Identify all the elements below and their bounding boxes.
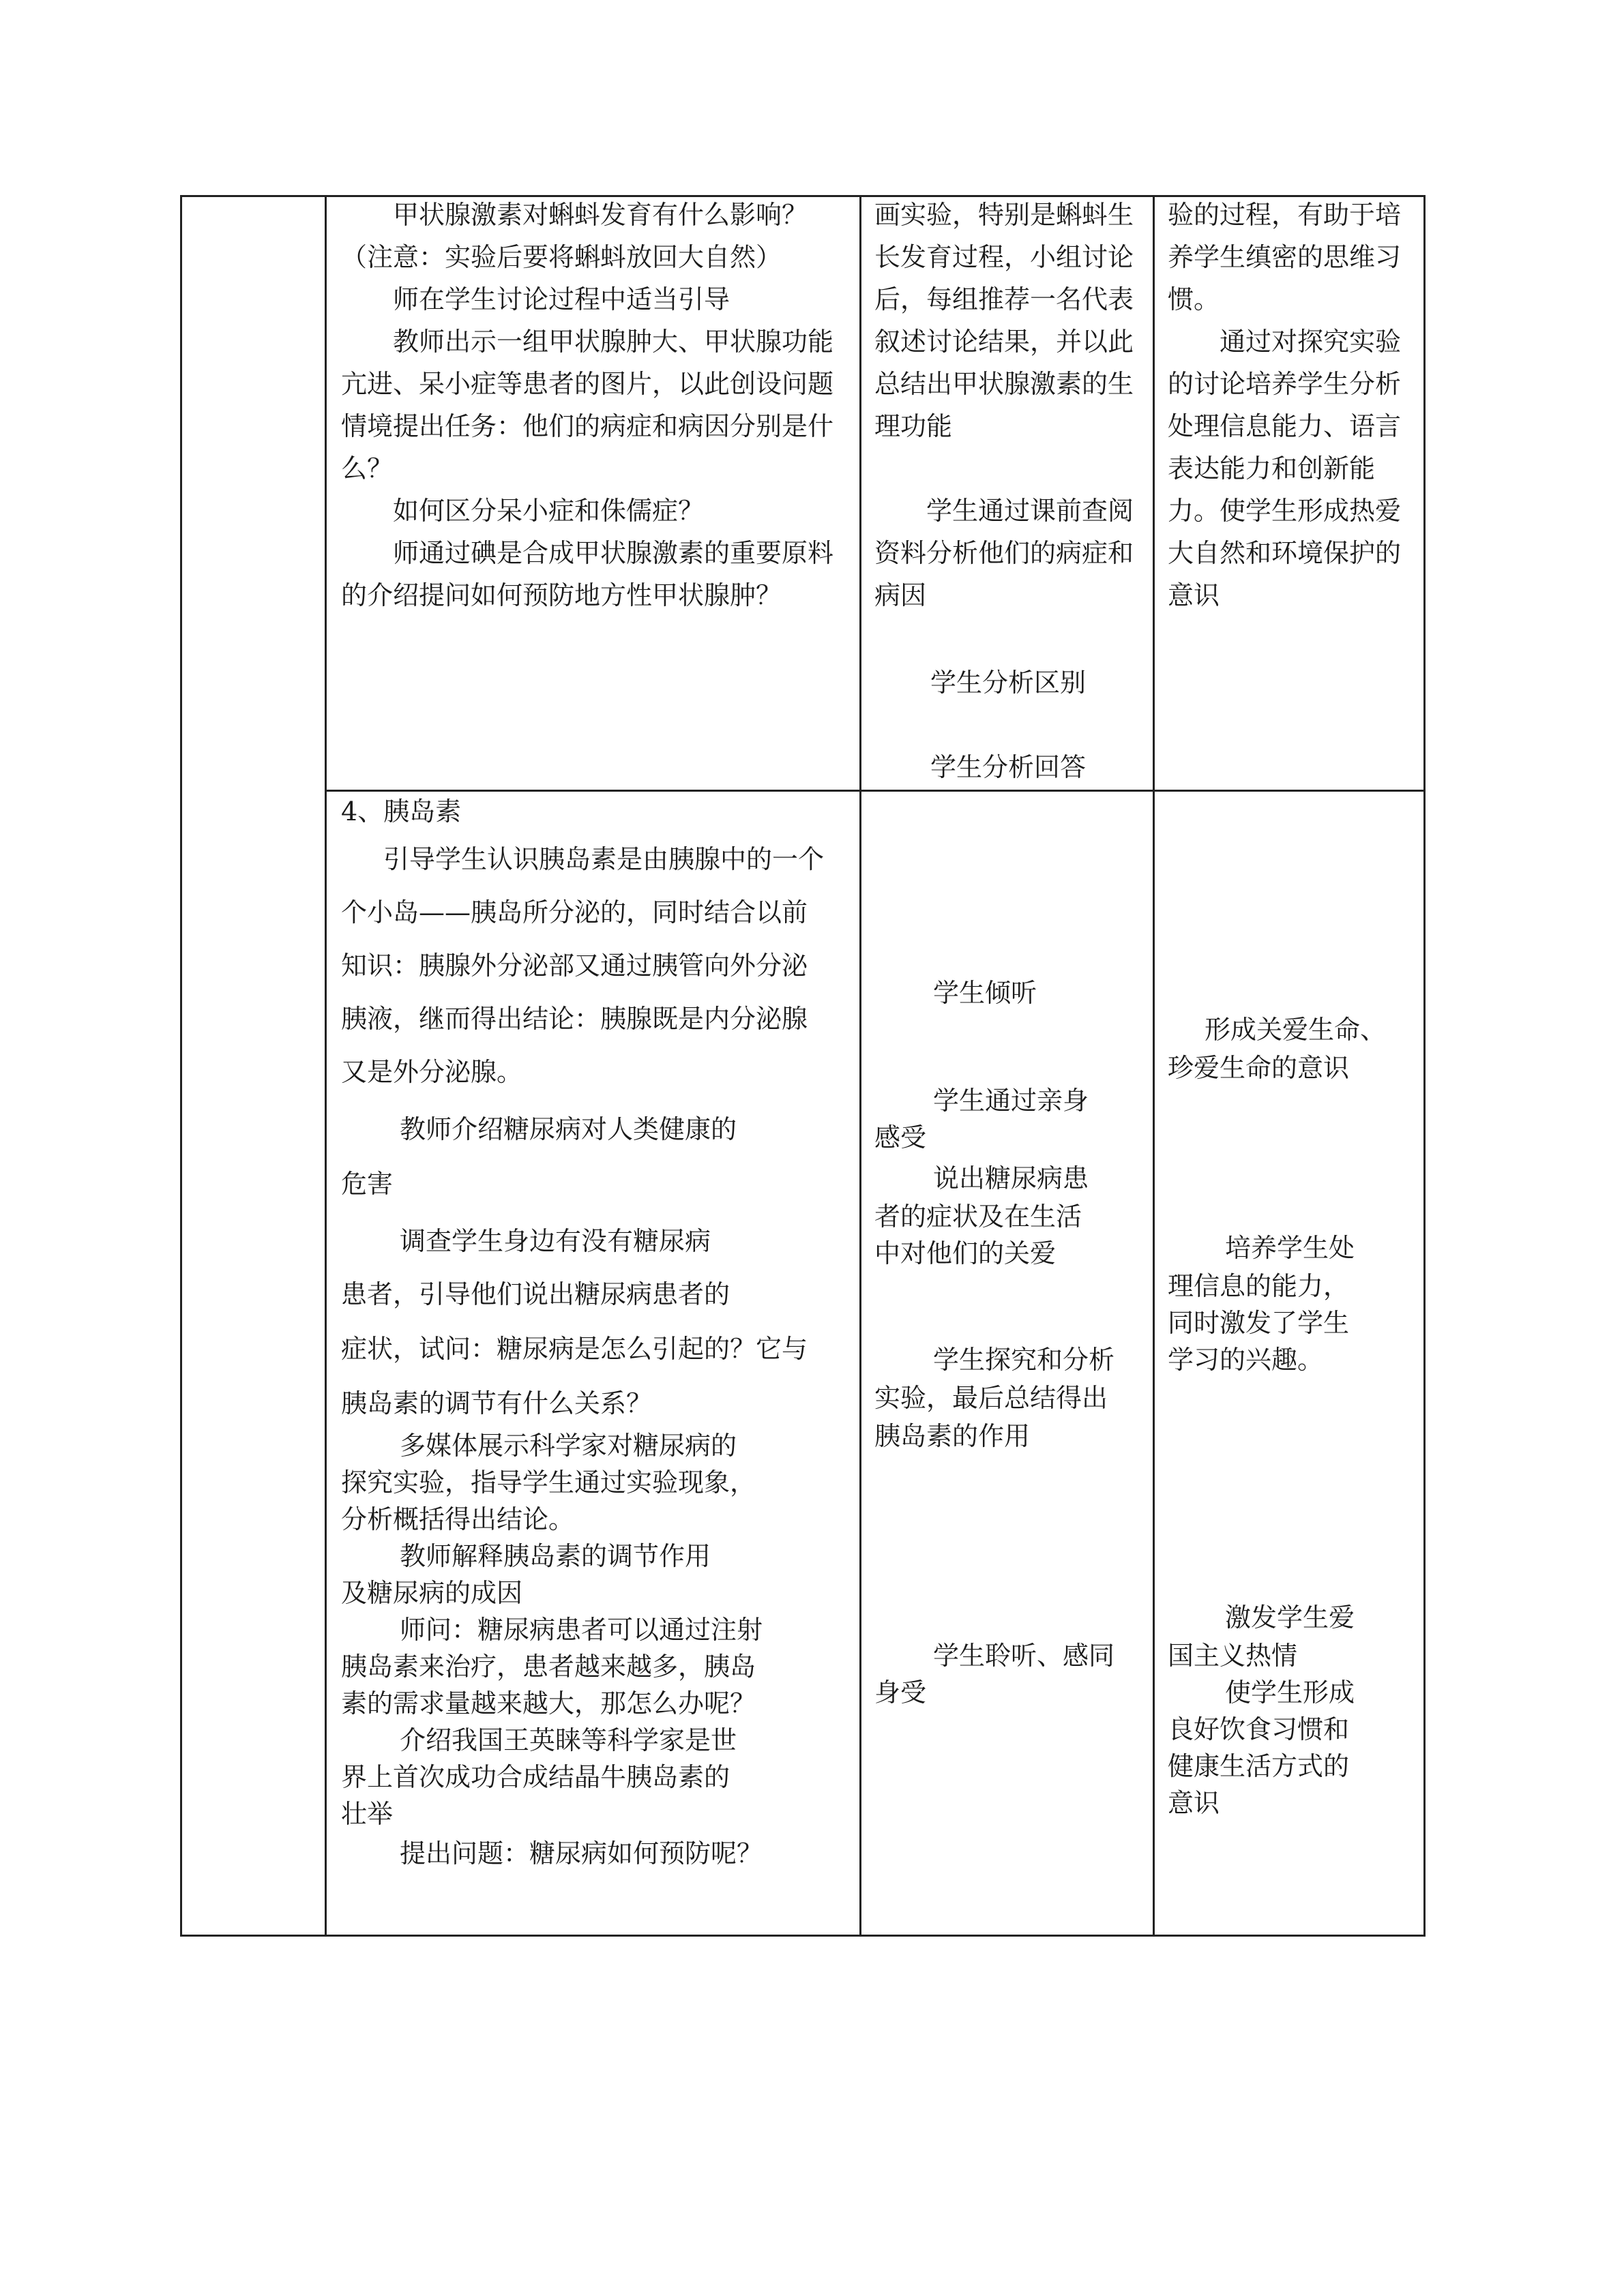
row2-col2-p4-line1: 多媒体展示科学家对糖尿病的 xyxy=(400,1431,737,1461)
row2-col2-p5-line2: 及糖尿病的成因 xyxy=(341,1578,523,1608)
row2-col2-p6-line1: 师问：糖尿病患者可以通过注射 xyxy=(400,1615,763,1645)
row2-col3-d-line3: 胰岛素的作用 xyxy=(874,1421,1031,1451)
row2-col4-d-line4: 意识 xyxy=(1168,1788,1220,1818)
table-col-divider-2 xyxy=(859,195,861,1937)
row2-col2-p7-line1: 介绍我国王英睐等科学家是世 xyxy=(400,1725,737,1755)
row1-col2-para-3: 教师出示一组甲状腺肿大、甲状腺功能亢进、呆小症等患者的图片，以此创设问题情境提出任务：他们的病症和病因分别是什么？ xyxy=(341,327,834,483)
row2-col3-e-line2: 身受 xyxy=(874,1678,927,1708)
table-border-bottom xyxy=(180,1935,1426,1937)
row1-col3-para-2: 学生通过课前查阅资料分析他们的病症和病因 xyxy=(874,496,1134,610)
row1-col2-para-4: 如何区分呆小症和侏儒症？ xyxy=(393,496,705,526)
row2-col2-p1-line3: 知识：胰腺外分泌部又通过胰管向外分泌 xyxy=(341,951,808,981)
table-border-right xyxy=(1423,195,1426,1937)
row2-col2-p2-line2: 危害 xyxy=(341,1169,394,1199)
row2-col3-b-line1: 学生通过亲身 xyxy=(933,1086,1089,1116)
row2-col4-b-line3: 同时激发了学生 xyxy=(1168,1308,1350,1338)
row2-col4-b-line4: 学习的兴趣。 xyxy=(1168,1345,1324,1375)
row2-col4-a-line1: 形成关爱生命、 xyxy=(1205,1015,1387,1045)
row2-col4-a-line2: 珍爱生命的意识 xyxy=(1168,1053,1350,1083)
row2-col4-d-line1: 使学生形成 xyxy=(1225,1678,1355,1708)
row2-col2-p1-line2: 个小岛——胰岛所分泌的，同时结合以前 xyxy=(341,897,808,927)
row2-col3-e-line1: 学生聆听、感同 xyxy=(933,1641,1115,1671)
row2-col2-p3-line2: 患者，引导他们说出糖尿病患者的 xyxy=(341,1279,730,1309)
row2-col2-p1-line4: 胰液，继而得出结论：胰腺既是内分泌腺 xyxy=(341,1004,808,1034)
row2-col2-p6-line2: 胰岛素来治疗，患者越来越多，胰岛 xyxy=(341,1652,756,1682)
table-border-left xyxy=(180,195,182,1937)
row2-col4-c-line2: 国主义热情 xyxy=(1168,1641,1298,1671)
row2-col4-c-line1: 激发学生爱 xyxy=(1225,1602,1355,1632)
row1-teacher-activities xyxy=(341,194,846,616)
row2-col4-b-line2: 理信息的能力， xyxy=(1168,1271,1350,1301)
row2-col2-p8-line1: 提出问题：糖尿病如何预防呢？ xyxy=(400,1838,763,1868)
row2-col4-d-line2: 良好饮食习惯和 xyxy=(1168,1714,1350,1744)
row1-col4-para-1: 验的过程，有助于培养学生缜密的思维习惯。 xyxy=(1168,200,1402,314)
row2-col2-p4-line3: 分析概括得出结论。 xyxy=(341,1504,575,1534)
row1-col3-para-2-box xyxy=(874,490,1142,616)
row2-col2-p1-line5: 又是外分泌腺。 xyxy=(341,1057,523,1087)
row2-col3-c-line3: 中对他们的关爱 xyxy=(874,1238,1057,1268)
row2-col2-p5-line1: 教师解释胰岛素的调节作用 xyxy=(400,1541,711,1571)
row2-col2-p2-line1: 教师介绍糖尿病对人类健康的 xyxy=(400,1114,737,1144)
row1-col2-para-2: 师在学生讨论过程中适当引导 xyxy=(393,284,730,314)
row2-col2-p6-line3: 素的需求量越来越大，那怎么办呢？ xyxy=(341,1688,756,1718)
table-col-divider-3 xyxy=(1153,195,1155,1937)
table-col-divider-1 xyxy=(325,195,327,1937)
row1-design-intent xyxy=(1168,194,1419,616)
row2-col3-d-line2: 实验，最后总结得出 xyxy=(874,1383,1108,1413)
row2-col2-p3-line1: 调查学生身边有没有糖尿病 xyxy=(400,1226,711,1256)
row2-section-heading: 4、胰岛素 xyxy=(341,796,462,826)
row2-col2-p7-line3: 壮举 xyxy=(341,1799,394,1829)
row2-col2-p3-line4: 胰岛素的调节有什么关系？ xyxy=(341,1388,653,1418)
row1-student-activities xyxy=(874,194,1142,447)
row2-col2-p4-line2: 探究实验，指导学生通过实验现象， xyxy=(341,1467,756,1497)
row2-col3-d-line1: 学生探究和分析 xyxy=(933,1345,1115,1375)
row2-col2-p1-line1: 引导学生认识胰岛素是由胰腺中的一个 xyxy=(383,844,825,874)
row1-col4-para-2: 通过对探究实验的讨论培养学生分析处理信息能力、语言表达能力和创新能力。使学生形成热爱大自然和环境保护的意识 xyxy=(1168,327,1402,610)
row1-col3-para-3: 学生分析区别 xyxy=(930,668,1087,698)
table-row-divider xyxy=(325,790,1426,792)
row2-col3-b-line2: 感受 xyxy=(874,1122,927,1152)
row2-col2-p3-line3: 症状，试问：糖尿病是怎么引起的？它与 xyxy=(341,1334,808,1364)
row2-col3-c-line2: 者的症状及在生活 xyxy=(874,1202,1082,1232)
row1-col3-para-1: 画实验，特别是蝌蚪生长发育过程，小组讨论后，每组推荐一名代表叙述讨论结果，并以此总结出甲状腺激素的生理功能 xyxy=(874,200,1134,441)
row2-col3-c-line1: 说出糖尿病患 xyxy=(933,1163,1089,1193)
row2-col4-b-line1: 培养学生处 xyxy=(1225,1233,1355,1263)
row2-col4-d-line3: 健康生活方式的 xyxy=(1168,1751,1350,1781)
row1-col2-para-5: 师通过碘是合成甲状腺激素的重要原料的介绍提问如何预防地方性甲状腺肿？ xyxy=(341,538,834,610)
row1-col2-para-1: 甲状腺激素对蝌蚪发育有什么影响？（注意：实验后要将蝌蚪放回大自然） xyxy=(341,200,808,272)
row1-col3-para-4: 学生分析回答 xyxy=(930,752,1087,782)
row2-col2-p7-line2: 界上首次成功合成结晶牛胰岛素的 xyxy=(341,1762,730,1792)
row2-col3-a-line1: 学生倾听 xyxy=(933,978,1037,1008)
